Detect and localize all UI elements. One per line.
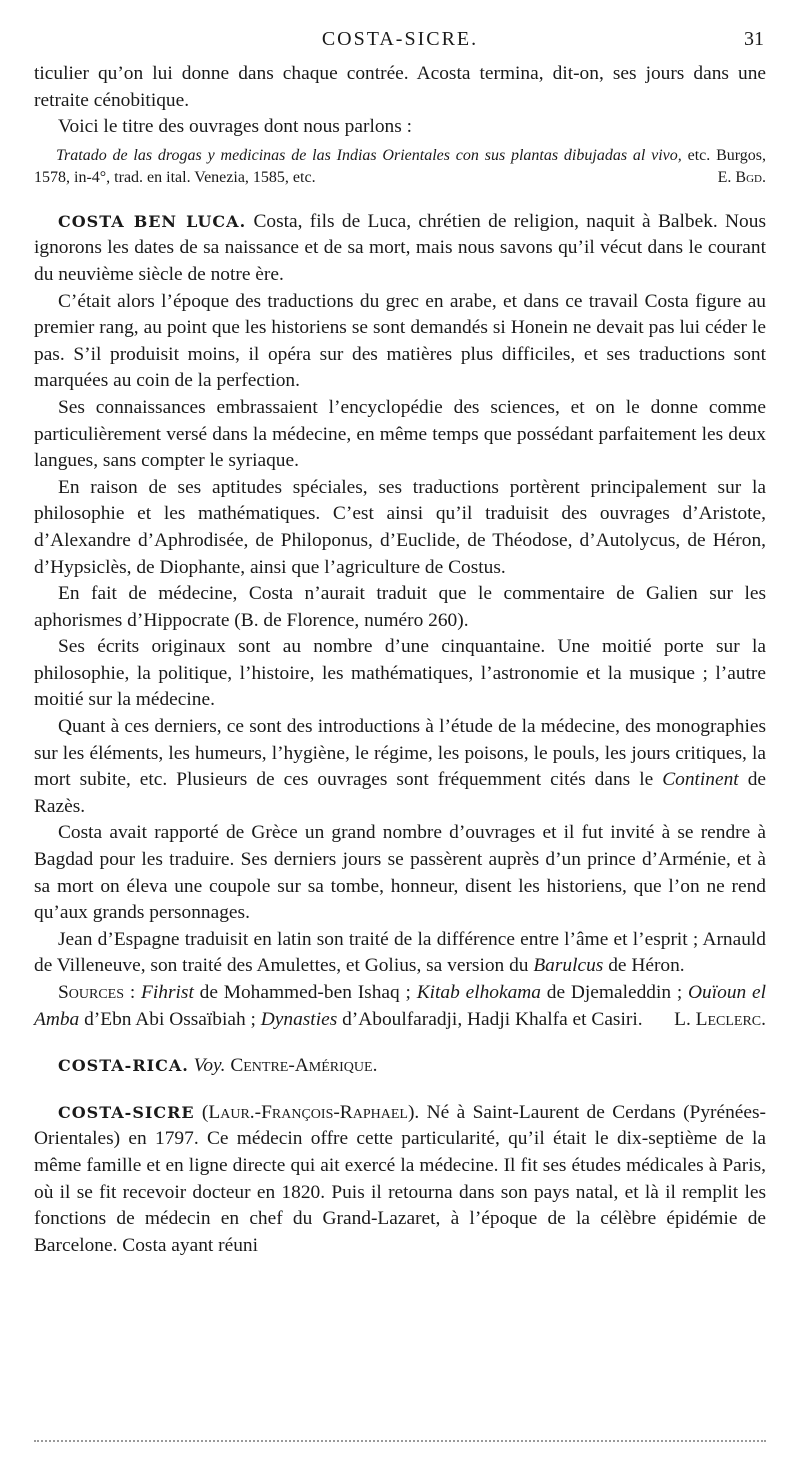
headword: COSTA BEN LUCA. xyxy=(58,211,247,231)
headword: COSTA-RICA. xyxy=(58,1056,189,1076)
source-title: Fihrist xyxy=(141,982,194,1003)
paragraph: Ses connaissances embrassaient l’encyclopédie des sciences, et on le donne comme particulièrement versé dans la médecine, en même temps que possédant parfaitement les deux langues, sans compter le syriaque. xyxy=(34,396,766,472)
page-bottom-divider xyxy=(34,1440,766,1444)
running-header xyxy=(34,28,766,58)
paragraph xyxy=(34,714,766,820)
paragraph-acosta-works: Voici le titre des ouvrages dont nous parlons : xyxy=(58,116,413,138)
sources-label: Sources : xyxy=(58,982,136,1003)
entry-costa-sicre: COSTA-SICRE (Laur.-François-Raphael). Né à Saint-Laurent de Cerdans (Pyrénées-Orientales) en 1797. Ce médecin offre cette particularité, qu’il était le dix-septième de la même famille et en ligne directe qui ait exercé la médecine. Il fit ses études médicales à Paris, où il se fit recevoir docteur en 1820. Puis il retourna dans son pays natal, et là il remplit les fonctions de médecin en chef du Grand-Lazaret, à l’époque de la célèbre épidémie de Barcelone. Costa ayant réuni xyxy=(34,1101,767,1256)
given-names: Laur.-François-Raphael xyxy=(208,1101,408,1123)
reference-title: Tratado de las drogas y medicinas de las Indias Orientales con sus plantas dibujadas al vivo, xyxy=(56,146,682,164)
source-text: de Mohammed-ben Ishaq ; xyxy=(193,982,417,1003)
see-reference: Voy. xyxy=(193,1055,226,1077)
cross-reference-target: Centre-Amérique. xyxy=(230,1055,378,1077)
running-title: COSTA-SICRE. xyxy=(321,28,479,50)
reference-details: etc. Burgos, 1578, in-4°, trad. en ital. Venezia, 1585, etc. xyxy=(34,146,767,186)
paragraph: C’était alors l’époque des traductions du grec en arabe, et dans ce travail Costa figure au premier rang, au point que les historiens se sont demandés si Honein ne devait pas lui céder le pas. S’il produisit moins, il opéra sur des matières plus difficiles, et ses traductions sont marquées au coin de la perfection. xyxy=(34,290,766,392)
bibliographic-reference xyxy=(34,145,766,189)
text-run: de Razès. xyxy=(34,769,766,817)
paragraph: Costa avait rapporté de Grèce un grand nombre d’ouvrages et il fut invité à se rendre à Bagdad pour les traduire. Ses derniers jours se passèrent auprès d’un prince d’Arménie, et à sa mort on éleva une coupole sur sa tombe, honneur, disent les historiens, que l’on ne rend qu’aux grands personnages. xyxy=(34,822,766,924)
page-number: 31 xyxy=(744,28,764,50)
source-title: Kitab elhokama xyxy=(416,982,541,1003)
entry-text: Né à Saint-Laurent de Cerdans (Pyrénées-Orientales) en 1797. Ce médecin offre cette particularité, qu’il était le dix-septième de la même famille et en ligne directe qui ait exercé la médecine. Il fit ses études médicales à Paris, où il se fit recevoir docteur en 1820. Puis il retourna dans son pays natal, et là il remplit les fonctions de médecin en chef du Grand-Lazaret, à l’époque de la célèbre épidémie de Barcelone. Costa ayant réuni xyxy=(34,1101,767,1256)
source-title: Ouïoun el Amba xyxy=(34,982,766,1030)
headword: COSTA-SICRE xyxy=(58,1102,195,1122)
entry-costa-rica xyxy=(34,1053,766,1080)
text-run: Quant à ces derniers, ce sont des introductions à l’étude de la médecine, des monographies sur les éléments, les humeurs, l’hygiène, le régime, les poisons, le pouls, les jours critiques, la mort subite, etc. Plusieurs de ces ouvrages sont fréquemment cités dans le xyxy=(34,716,766,791)
paragraph xyxy=(34,927,766,980)
author-signature: L. Leclerc. xyxy=(674,1008,766,1030)
entry-costa-ben-luca xyxy=(34,209,766,289)
author-signature: E. Bgd. xyxy=(717,168,766,186)
sources xyxy=(34,980,766,1033)
source-text: de Djemaleddin ; xyxy=(540,982,689,1003)
paragraph-acosta-end: ticulier qu’on lui donne dans chaque contrée. Acosta termina, dit-on, ses jours dans une retraite cénobitique. xyxy=(34,63,766,111)
italic-title: Continent xyxy=(662,769,739,791)
text-run: de Héron. xyxy=(603,955,685,977)
source-text: d’Aboulfaradji, Hadji Khalfa et Casiri. xyxy=(337,1008,643,1030)
paragraph: Ses écrits originaux sont au nombre d’une cinquantaine. Une moitié porte sur la philosophie, la politique, l’histoire, les mathématiques, l’astronomie et la musique ; l’autre moitié sur la médecine. xyxy=(34,636,766,711)
source-title: Dynasties xyxy=(260,1008,338,1030)
italic-title: Barulcus xyxy=(533,955,604,977)
text-run: Jean d’Espagne traduisit en latin son traité de la différence entre l’âme et l’esprit ; Arnauld de Villeneuve, son traité des Amulettes, et Golius, sa version du xyxy=(34,928,766,977)
paragraph: En fait de médecine, Costa n’aurait traduit que le commentaire de Galien sur les aphorismes d’Hippocrate (B. de Florence, numéro 260). xyxy=(34,583,766,631)
entry-text: Costa, fils de Luca, chrétien de religion, naquit à Balbek. Nous ignorons les dates de sa naissance et de sa mort, mais nous savons qu’il vécut dans le courant du neuvième siècle de notre ère. xyxy=(34,210,766,285)
paragraph: En raison de ses aptitudes spéciales, ses traductions portèrent principalement sur la philosophie et les mathématiques. C’est ainsi qu’il traduisit des ouvrages d’Aristote, d’Alexandre d’Aphrodisée, de Philoponus, d’Euclide, de Théodose, d’Autolycus, de Héron, d’Hypsiclès, de Diophante, ainsi que l’agriculture de Costus. xyxy=(34,476,766,578)
source-text: d’Ebn Abi Ossaïbiah ; xyxy=(79,1008,261,1030)
page-body xyxy=(34,61,766,1259)
